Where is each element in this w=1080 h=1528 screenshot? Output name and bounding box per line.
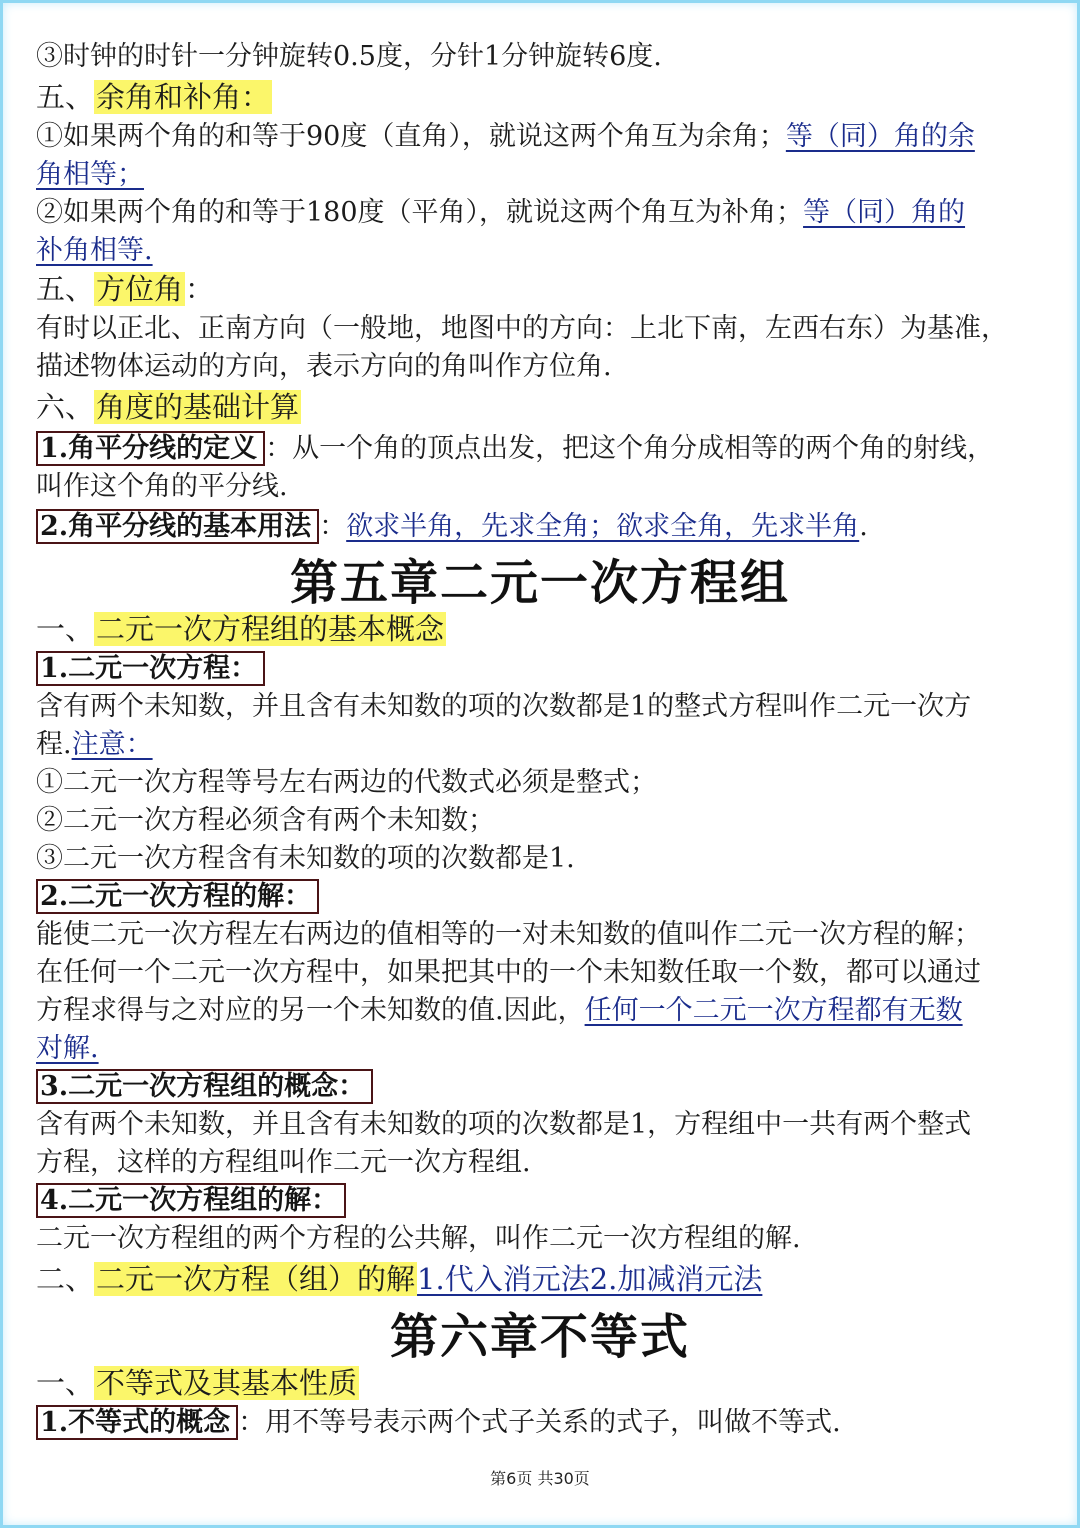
underlined-key-point: 欲求半角，先求全角；欲求全角，先求半角 (346, 511, 860, 542)
underlined-key-point: 等（同）角的余 (785, 121, 975, 152)
text-line: 方程，这样的方程组叫作二元一次方程组. (36, 1147, 531, 1178)
chapter-title: 第六章不等式 (389, 1309, 690, 1365)
text-line: ①如果两个角的和等于90度（直角），就说这两个角互为余角；等（同）角的余 (36, 121, 975, 152)
text-line: 2.角平分线的基本用法 ：欲求半角，先求全角；欲求全角，先求半角. (36, 508, 1044, 546)
text-line: 含有两个未知数，并且含有未知数的项的次数都是1，方程组中一共有两个整式 (36, 1109, 972, 1140)
highlight: 方位角 (96, 272, 184, 306)
text-line (36, 650, 1044, 688)
underlined-key-point: 补角相等. (36, 235, 153, 266)
boxed-label: 1.二元一次方程： (36, 651, 265, 686)
boxed-label: 2.角平分线的基本用法 (36, 509, 319, 544)
underlined-key-point: 任何一个二元一次方程都有无数 (584, 995, 963, 1026)
section-heading: 一、二元一次方程组的基本概念 (36, 612, 445, 646)
highlight: 二元一次方程（组）的解 (96, 1262, 416, 1296)
text-line: 含有两个未知数，并且含有未知数的项的次数都是1的整式方程叫作二元一次方 (36, 691, 972, 722)
section-heading: 一、不等式及其基本性质 (36, 1366, 358, 1400)
text-line (36, 156, 1044, 194)
section-heading-complementary-angles: 五、余角和补角： (36, 80, 271, 114)
text-line: ③时钟的时针一分钟旋转0.5度，分针1分钟旋转6度. (36, 41, 662, 72)
highlight: 余角和补角： (96, 80, 271, 114)
underlined-key-point: 角相等； (36, 159, 144, 190)
text-line (36, 1068, 1044, 1106)
boxed-label: 1.不等式的概念 (36, 1405, 238, 1440)
highlight: 二元一次方程组的基本概念 (96, 612, 445, 646)
underlined-key-point: 对解. (36, 1033, 99, 1064)
text-line: 叫作这个角的平分线. (36, 471, 288, 502)
underlined-key-point: 1.代入消元法2.加减消元法 (417, 1262, 763, 1296)
page-footer: 第6页 共30页 (490, 1469, 590, 1488)
highlight: 角度的基础计算 (96, 390, 300, 424)
underlined-note: 注意： (71, 729, 153, 760)
text-line (36, 1030, 1044, 1068)
section-heading-angle-calc: 六、角度的基础计算 (36, 390, 300, 424)
text-line: 方程求得与之对应的另一个未知数的值.因此，任何一个二元一次方程都有无数 (36, 995, 963, 1026)
boxed-label: 4.二元一次方程组的解： (36, 1183, 346, 1218)
text-line: ①二元一次方程等号左右两边的代数式必须是整式； (36, 767, 657, 798)
section-heading-bearing-angle: 五、方位角： (36, 272, 215, 306)
text-line: ②二元一次方程必须含有两个未知数； (36, 805, 495, 836)
text-line: 有时以正北、正南方向（一般地，地图中的方向：上北下南，左西右东）为基准， (36, 313, 1008, 344)
text-line: 程.注意： (36, 729, 153, 760)
text-line (36, 878, 1044, 916)
boxed-label: 2.二元一次方程的解： (36, 879, 319, 914)
section-heading: 二、二元一次方程（组）的解1.代入消元法2.加减消元法 (36, 1262, 763, 1296)
text-line: 描述物体运动的方向，表示方向的角叫作方位角. (36, 351, 612, 382)
text-line: 能使二元一次方程左右两边的值相等的一对未知数的值叫作二元一次方程的解； (36, 919, 981, 950)
text-line: 在任何一个二元一次方程中，如果把其中的一个未知数任取一个数，都可以通过 (36, 957, 981, 988)
text-line: 1.角平分线的定义 ：从一个角的顶点出发，把这个角分成相等的两个角的射线， (36, 430, 1044, 468)
text-line: ②如果两个角的和等于180度（平角），就说这两个角互为补角；等（同）角的 (36, 197, 966, 228)
text-line: 1.不等式的概念 ：用不等号表示两个式子关系的式子，叫做不等式. (36, 1404, 1044, 1442)
boxed-label: 1.角平分线的定义 (36, 431, 265, 466)
chapter-title: 第五章二元一次方程组 (289, 555, 790, 611)
boxed-label: 3.二元一次方程组的概念： (36, 1069, 373, 1104)
text-line (36, 1182, 1044, 1220)
text-line: 二元一次方程组的两个方程的公共解，叫作二元一次方程组的解. (36, 1223, 801, 1254)
text-line: ③二元一次方程含有未知数的项的次数都是1. (36, 843, 575, 874)
text-line (36, 232, 1044, 270)
highlight: 不等式及其基本性质 (96, 1366, 358, 1400)
underlined-key-point: 等（同）角的 (803, 197, 966, 228)
